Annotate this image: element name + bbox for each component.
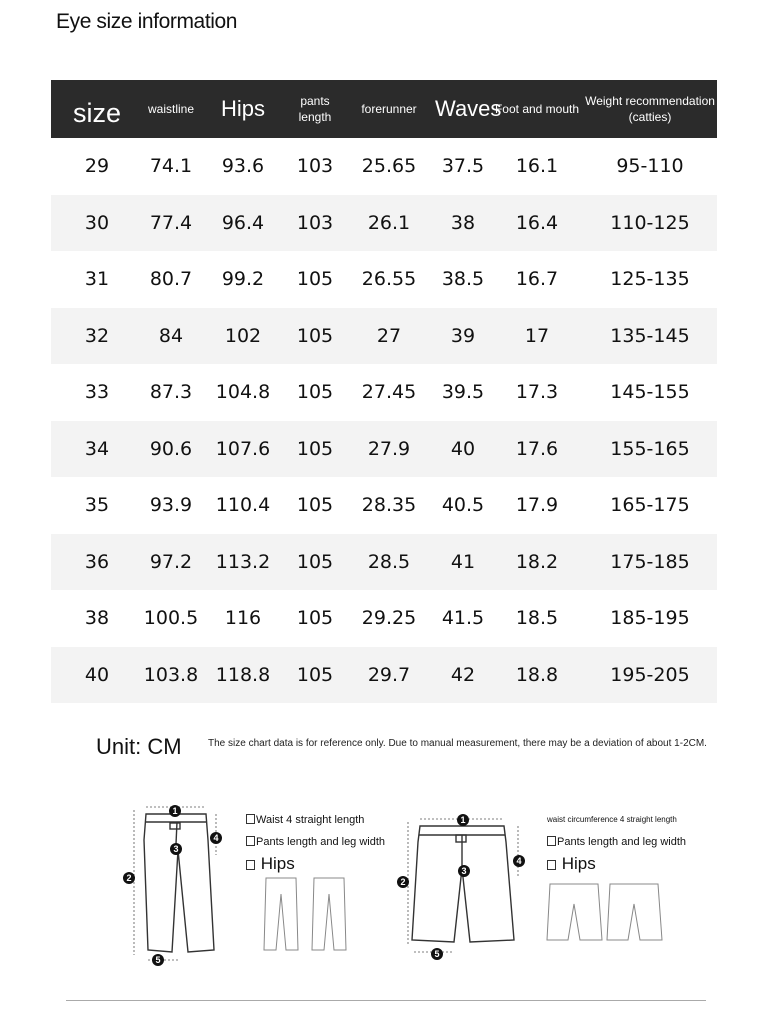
table-cell: 27 xyxy=(376,324,402,347)
table-cell: 110-125 xyxy=(610,211,690,234)
table-cell: 18.5 xyxy=(515,607,559,630)
table-cell: 29.25 xyxy=(361,607,417,630)
table-cell: 41 xyxy=(450,550,476,573)
shorts-outline xyxy=(412,826,514,942)
header-waves: Waves xyxy=(435,96,502,121)
pants-legend xyxy=(246,809,385,875)
shorts-legend xyxy=(547,809,686,875)
table-cell: 36 xyxy=(84,550,110,573)
table-cell: 99.2 xyxy=(221,268,265,291)
bullet-icon xyxy=(246,836,255,846)
table-cell: 90.6 xyxy=(149,437,193,460)
marker-5: 5 xyxy=(434,949,440,959)
table-cell: 39 xyxy=(450,324,476,347)
table-cell: 18.2 xyxy=(515,550,559,573)
header-weight: Weight recommendation (catties) xyxy=(585,94,715,124)
table-cell: 29.7 xyxy=(367,663,411,686)
table-cell: 40.5 xyxy=(441,494,485,517)
table-cell: 105 xyxy=(296,324,334,347)
table-cell: 17.6 xyxy=(515,437,559,460)
table-cell: 17.3 xyxy=(515,381,559,404)
reference-note: The size chart data is for reference only. Due to manual measurement, there may be a deviation of about 1-2CM. xyxy=(208,738,707,749)
table-cell: 16.7 xyxy=(515,268,559,291)
marker-1: 1 xyxy=(460,815,466,825)
table-cell: 74.1 xyxy=(149,155,193,178)
table-cell: 39.5 xyxy=(441,381,485,404)
bullet-icon xyxy=(547,836,556,846)
table-cell: 103 xyxy=(296,155,334,178)
table-cell: 41.5 xyxy=(441,607,485,630)
table-cell: 42 xyxy=(450,663,476,686)
table-cell: 105 xyxy=(296,437,334,460)
legend-line-2: Pants length and leg width xyxy=(256,836,386,848)
table-cell: 30 xyxy=(84,211,110,234)
table-cell: 100.5 xyxy=(143,607,199,630)
table-cell: 105 xyxy=(296,550,334,573)
header-foot-mouth: Foot and mouth xyxy=(494,102,580,116)
table-cell: 84 xyxy=(158,324,184,347)
bullet-icon xyxy=(246,814,255,824)
marker-3: 3 xyxy=(461,866,467,876)
table-body xyxy=(51,138,717,703)
table-cell: 40 xyxy=(450,437,476,460)
table-cell: 110.4 xyxy=(215,494,271,517)
table-cell: 93.6 xyxy=(221,155,265,178)
marker-2: 2 xyxy=(126,873,132,883)
table-cell: 105 xyxy=(296,494,334,517)
table-cell: 145-155 xyxy=(610,381,690,404)
table-cell: 26.55 xyxy=(361,268,417,291)
legend-line-3: Hips xyxy=(260,854,295,873)
table-cell: 105 xyxy=(296,663,334,686)
table-cell: 34 xyxy=(84,437,110,460)
table-cell: 135-145 xyxy=(610,324,690,347)
table-cell: 26.1 xyxy=(367,211,411,234)
table-cell: 87.3 xyxy=(149,381,193,404)
table-cell: 40 xyxy=(84,663,110,686)
table-cell: 105 xyxy=(296,607,334,630)
legend-line-1: waist circumference 4 straight length xyxy=(547,815,677,824)
legend-line-2: Pants length and leg width xyxy=(557,836,687,848)
table-row xyxy=(51,647,717,704)
table-cell: 28.5 xyxy=(367,550,411,573)
marker-2: 2 xyxy=(400,877,406,887)
table-row xyxy=(51,534,717,591)
table-row xyxy=(51,364,717,421)
shorts-thumbnails xyxy=(544,880,669,946)
marker-4: 4 xyxy=(516,856,522,866)
table-cell: 103 xyxy=(296,211,334,234)
table-cell: 27.9 xyxy=(367,437,411,460)
table-cell: 31 xyxy=(84,268,110,291)
table-cell: 32 xyxy=(84,324,110,347)
table-cell: 96.4 xyxy=(221,211,265,234)
legend-line-1: Waist 4 straight length xyxy=(256,814,365,826)
pants-outline xyxy=(144,814,214,952)
header-pants-length: pants length xyxy=(298,94,332,124)
table-cell: 97.2 xyxy=(149,550,193,573)
table-row xyxy=(51,590,717,647)
table-row xyxy=(51,195,717,252)
divider-line xyxy=(66,1000,706,1001)
marker-4: 4 xyxy=(213,833,219,843)
table-cell: 195-205 xyxy=(610,663,690,686)
header-size: size xyxy=(72,98,121,128)
table-cell: 93.9 xyxy=(149,494,193,517)
header-hips: Hips xyxy=(220,96,265,121)
bullet-icon xyxy=(246,860,255,870)
pants-diagram xyxy=(118,800,228,970)
pants-thumbnails xyxy=(258,874,358,956)
table-cell: 116 xyxy=(224,607,262,630)
table-row xyxy=(51,421,717,478)
header-forerunner: forerunner xyxy=(361,102,417,116)
table-cell: 107.6 xyxy=(215,437,271,460)
table-cell: 27.45 xyxy=(361,381,417,404)
table-cell: 175-185 xyxy=(610,550,690,573)
table-cell: 95-110 xyxy=(616,155,684,178)
table-cell: 118.8 xyxy=(215,663,271,686)
page-title: Eye size information xyxy=(56,10,238,33)
marker-5: 5 xyxy=(155,955,161,965)
table-cell: 185-195 xyxy=(610,607,690,630)
table-row xyxy=(51,251,717,308)
table-cell: 17.9 xyxy=(515,494,559,517)
table-cell: 33 xyxy=(84,381,110,404)
table-cell: 29 xyxy=(84,155,110,178)
table-cell: 102 xyxy=(224,324,262,347)
table-cell: 37.5 xyxy=(441,155,485,178)
table-cell: 17 xyxy=(524,324,550,347)
marker-1: 1 xyxy=(172,806,178,816)
table-cell: 80.7 xyxy=(149,268,193,291)
header-waistline: waistline xyxy=(147,102,195,116)
table-cell: 104.8 xyxy=(215,381,271,404)
unit-label: Unit: CM xyxy=(96,734,182,759)
table-row xyxy=(51,138,717,195)
table-row xyxy=(51,477,717,534)
table-cell: 113.2 xyxy=(215,550,271,573)
table-cell: 38 xyxy=(84,607,110,630)
table-cell: 38 xyxy=(450,211,476,234)
table-cell: 28.35 xyxy=(361,494,417,517)
table-cell: 125-135 xyxy=(610,268,690,291)
table-cell: 18.8 xyxy=(515,663,559,686)
table-header xyxy=(51,80,717,138)
table-cell: 35 xyxy=(84,494,110,517)
legend-line-3: Hips xyxy=(561,854,596,873)
table-cell: 105 xyxy=(296,381,334,404)
table-cell: 155-165 xyxy=(610,437,690,460)
shorts-diagram xyxy=(392,808,532,963)
table-row xyxy=(51,308,717,365)
table-cell: 16.4 xyxy=(515,211,559,234)
table-cell: 25.65 xyxy=(361,155,417,178)
table-cell: 38.5 xyxy=(441,268,485,291)
table-cell: 103.8 xyxy=(143,663,199,686)
table-cell: 77.4 xyxy=(149,211,193,234)
size-table xyxy=(51,80,717,703)
table-cell: 16.1 xyxy=(515,155,559,178)
bullet-icon xyxy=(547,860,556,870)
marker-3: 3 xyxy=(173,844,179,854)
table-cell: 165-175 xyxy=(610,494,690,517)
table-cell: 105 xyxy=(296,268,334,291)
